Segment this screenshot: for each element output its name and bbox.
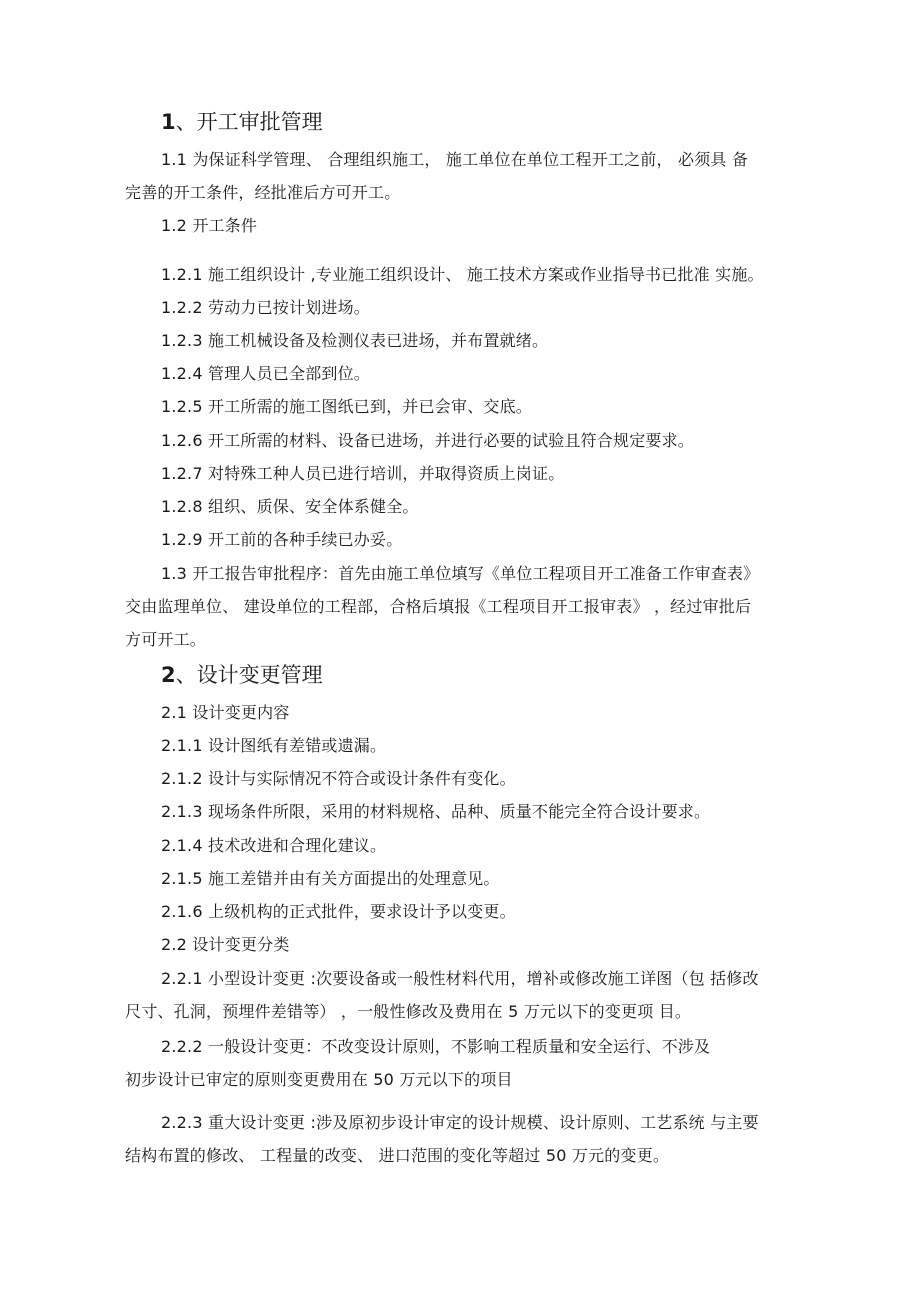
section-2-title: 、设计变更管理 — [175, 663, 323, 687]
item-1-2-1: 1.2.1 施工组织设计 ,专业施工组织设计、 施工技术方案或作业指导书已批准 实施。 — [161, 265, 764, 284]
para-2-2: 2.2 设计变更分类 — [161, 935, 290, 954]
item-1-2-3: 1.2.3 施工机械设备及检测仪表已进场，并布置就绪。 — [161, 331, 549, 350]
item-2-1-6: 2.1.6 上级机构的正式批件，要求设计予以变更。 — [161, 902, 516, 921]
item-1-2-6: 1.2.6 开工所需的材料、设备已进场，并进行必要的试验且符合规定要求。 — [161, 431, 694, 450]
section-1-number: 1 — [161, 110, 176, 134]
para-2-1: 2.1 设计变更内容 — [161, 703, 290, 722]
item-2-1-5: 2.1.5 施工差错并由有关方面提出的处理意见。 — [161, 869, 500, 888]
item-2-1-1: 2.1.1 设计图纸有差错或遗漏。 — [161, 736, 387, 755]
item-1-2-7: 1.2.7 对特殊工种人员已进行培训，并取得资质上岗证。 — [161, 464, 565, 483]
section-2-heading — [161, 661, 323, 689]
item-1-2-9: 1.2.9 开工前的各种手续已办妥。 — [161, 530, 403, 549]
item-1-2-8: 1.2.8 组织、质保、安全体系健全。 — [161, 497, 419, 516]
para-1-2: 1.2 开工条件 — [161, 216, 258, 235]
para-2-2-1-line-2: 尺寸、孔洞，预埋件差错等） ，一般性修改及费用在 5 万元以下的变更项 目。 — [125, 1002, 692, 1021]
para-2-2-1-line-1: 2.2.1 小型设计变更 :次要设备或一般性材料代用，增补或修改施工详图（包 括修改 — [161, 969, 759, 988]
para-1-1-line-2: 完善的开工条件，经批准后方可开工。 — [125, 183, 401, 202]
item-1-2-4: 1.2.4 管理人员已全部到位。 — [161, 364, 370, 383]
para-2-2-3-line-1: 2.2.3 重大设计变更 :涉及原初步设计审定的设计规模、设计原则、工艺系统 与主要 — [161, 1113, 759, 1132]
para-2-2-2-line-2: 初步设计已审定的原则变更费用在 50 万元以下的项目 — [125, 1070, 513, 1089]
para-1-3-line-2: 交由监理单位、 建设单位的工程部，合格后填报《工程项目开工报审表》 ，经过审批后 — [125, 597, 752, 616]
section-1-heading — [161, 108, 323, 136]
item-2-1-3: 2.1.3 现场条件所限，采用的材料规格、品种、质量不能完全符合设计要求。 — [161, 802, 711, 821]
item-1-2-2: 1.2.2 劳动力已按计划进场。 — [161, 298, 370, 317]
para-2-2-3-line-2: 结构布置的修改、 工程量的改变、 进口范围的变化等超过 50 万元的变更。 — [125, 1146, 670, 1165]
item-2-1-2: 2.1.2 设计与实际情况不符合或设计条件有变化。 — [161, 769, 516, 788]
item-1-2-5: 1.2.5 开工所需的施工图纸已到，并已会审、交底。 — [161, 397, 532, 416]
para-2-2-2-line-1: 2.2.2 一般设计变更：不改变设计原则，不影响工程质量和安全运行、不涉及 — [161, 1037, 711, 1056]
para-1-3-line-1: 1.3 开工报告审批程序：首先由施工单位填写《单位工程项目开工准备工作审查表》 — [161, 564, 760, 583]
para-1-1-line-1: 1.1 为保证科学管理、 合理组织施工， 施工单位在单位工程开工之前， 必须具 备 — [161, 150, 749, 169]
item-2-1-4: 2.1.4 技术改进和合理化建议。 — [161, 836, 387, 855]
section-2-number: 2 — [161, 663, 176, 687]
para-1-3-line-3: 方可开工。 — [125, 630, 207, 649]
section-1-title: 、开工审批管理 — [175, 110, 323, 134]
